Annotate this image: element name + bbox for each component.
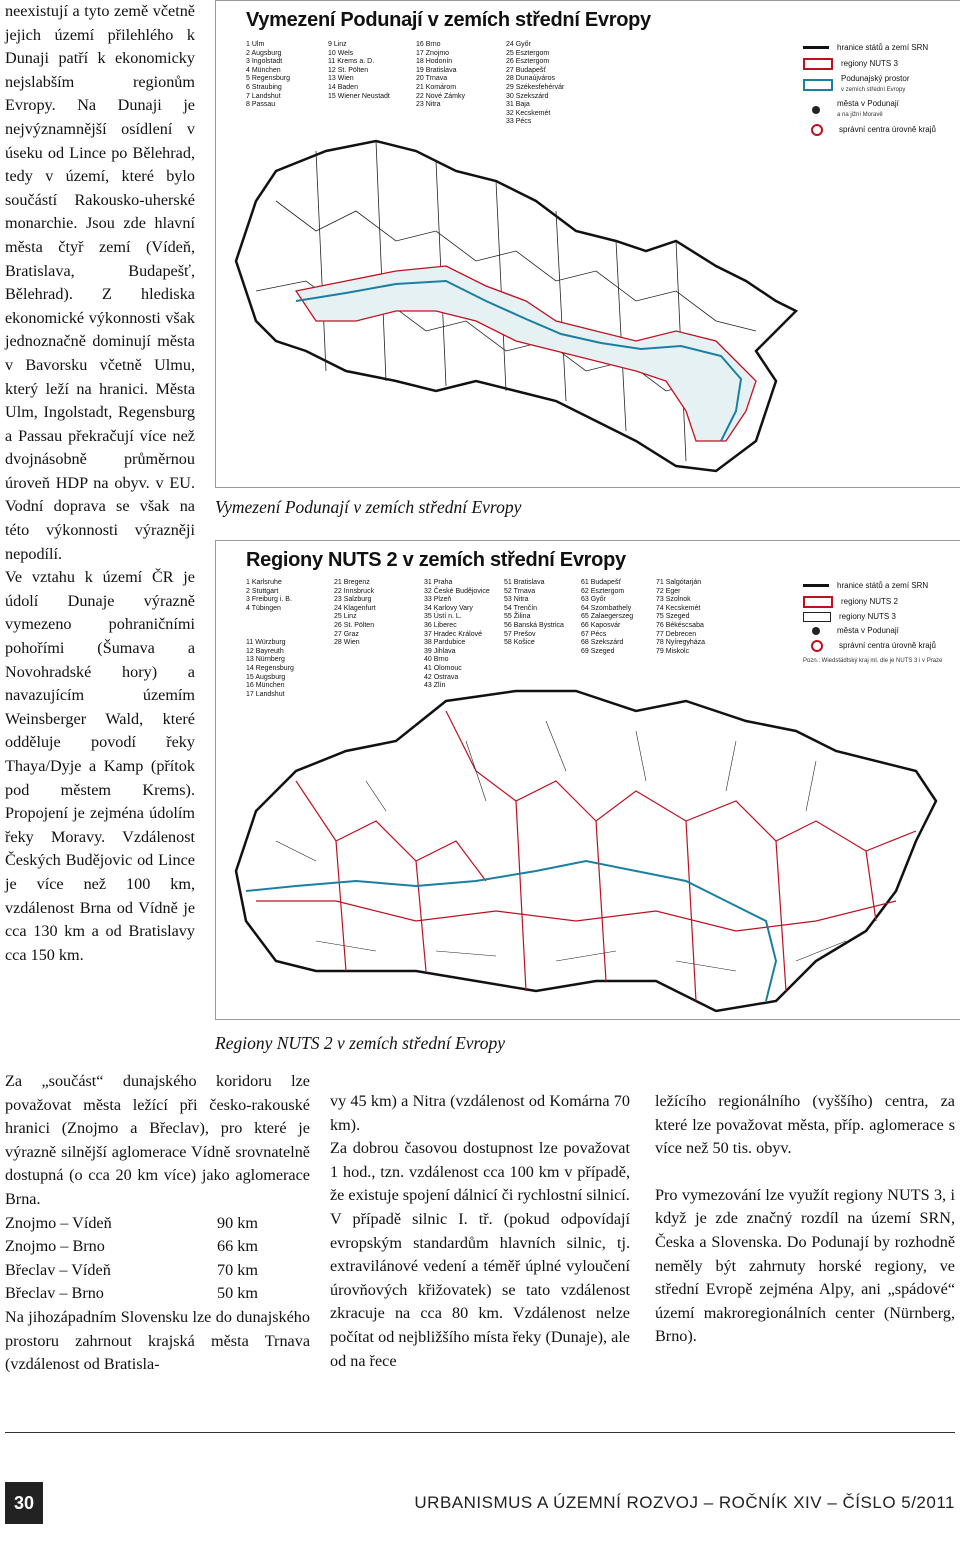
map2-legend: hranice států a zemí SRN regiony NUTS 2 regiony NUTS 3 města v Podunají správní centra úrovně krajů Pozn.: Wiedstädtský kraj ml. dle je NUTS 3 i v Praze [803,579,953,666]
map2-region-list-1: 1 Karlsruhe 2 Stuttgart 3 Freiburg i. B. 4 Tübingen 11 Würzburg 12 Bayreuth 13 Nürnberg 14 Regensburg 15 Augsburg 16 München 17 Landshut [246,579,294,698]
middle-column-text [330,1090,630,1373]
map2-title: Regiony NUTS 2 v zemích střední Evropy [246,549,626,571]
map1-city-list-1: 1 Ulm 2 Augsburg 3 Ingolstadt 4 München 5 Regensburg 6 Straubing 7 Landshut 8 Passau [246,41,290,109]
distance-row: Břeclav – Brno 50 km [5,1284,258,1303]
paragraph: Na jihozápadním Slovensku lze do dunajského prostoru zahrnout krajská města Trnava (vzdálenost od Bratisla- [5,1307,310,1374]
centre-swatch [811,640,823,652]
paragraph: Za „součást“ dunajského koridoru lze považovat města ležící při česko-rakouské hranici (Znojmo a Břeclav), pro které je výrazně silnější aglomerace Vídně srovnatelně dostupná (o cca 20 km více) jako aglomerace Brna. [5,1072,310,1208]
footer-divider [5,1432,955,1433]
map1-city-list-3: 16 Brno 17 Znojmo 18 Hodonín 19 Bratislava 20 Trnava 21 Komárom 22 Nové Zámky 23 Nitra [416,41,466,109]
left-bottom-column-text [5,1070,310,1377]
map2-region-list-5: 61 Budapešť 62 Esztergom 63 Győr 64 Szombathely 65 Zalaegerszeg 66 Kaposvár 67 Pécs 68 Szekszárd 69 Szeged [581,579,634,655]
page-number: 30 [5,1482,43,1524]
map1-city-list-4: 24 Győr 25 Esztergom 26 Esztergom 27 Budapešť 28 Dunaújváros 29 Székesfehérvár 30 Szekszárd 31 Baja 32 Kecskemét 33 Pécs [506,41,565,126]
city-swatch [812,106,820,114]
paragraph: vy 45 km) a Nitra (vzdálenost od Komárna 70 km). [330,1092,630,1134]
map2-caption: Regiony NUTS 2 v zemích střední Evropy [215,1033,505,1053]
paragraph: Pro vymezování lze využít regiony NUTS 3, i když je zde značný rozdíl na území SRN, Česka a Slovenska. Do Podunají by rozhodně neměly být zahrnuty horské regiony, ve střední Evropě zejména Alpy, ani „spádové“ území makroregionálních center (Nürnberg, Brno). [655,1185,955,1346]
map2-region-list-3: 31 Praha 32 České Budějovice 33 Plzeň 34 Karlovy Vary 35 Ústí n. L. 36 Liberec 37 Hradec Králové 38 Pardubice 39 Jihlava 40 Brno 41 Olomouc 42 Ostrava 43 Zlín [424,579,490,690]
paragraph: ležícího regionálního (vyššího) centra, za které lze považovat města, příp. aglomerace s více než 50 tis. obyv. [655,1092,955,1158]
journal-footer: URBANISMUS A ÚZEMNÍ ROZVOJ – ROČNÍK XIV – ČÍSLO 5/2011 [414,1493,955,1512]
map-nuts2-regions [215,540,960,1020]
paragraph: Za dobrou časovou dostupnost lze považovat 1 hod., tzn. vzdálenost cca 100 km v případě, že existuje spojení dálnicí či rychlostní silnicí. [330,1139,630,1205]
map1-caption: Vymezení Podunají v zemích střední Evropy [215,497,522,517]
map2-outline [236,691,936,1011]
border-swatch [803,584,829,587]
map2-region-list-4: 51 Bratislava 52 Trnava 53 Nitra 54 Trenčín 55 Žilina 56 Banská Bystrica 57 Prešov 58 Košice [504,579,564,647]
distance-table [5,1212,310,1306]
map1-legend: hranice států a zemí SRN regiony NUTS 3 Podunajský prostor v zemích střední Evropy města v Podunají a na jižní Moravě správní centra úrovně krajů [803,41,953,140]
map1-title: Vymezení Podunají v zemích střední Evropy [246,9,651,31]
map-danube-region [215,0,960,488]
map2-region-list-2: 21 Bregenz 22 Innsbruck 23 Salzburg 24 Klagenfurt 25 Linz 26 St. Pölten 27 Graz 28 Wien [334,579,376,647]
border-swatch [803,46,829,49]
paragraph: Ve vztahu k území ČR je údolí Dunaje výrazně vymezeno pohraničními pohořími (Šumava a Novohradské hory) a navazujícím územím Weinsberger Wald, které odděluje povodí řeky Thaya/Dyje a Kamp (přítok pod městem Krems). Propojení je zejména údolím řeky Moravy. Vzdálenost Českých Budějovic od Lince je více než 100 km, vzdálenost Brna od Vídně je cca 130 km a od Bratislavy cca 150 km. [5,568,195,964]
nuts2-swatch [803,596,833,608]
map2-region-list-6: 71 Salgótarján 72 Eger 73 Szolnok 74 Kecskemét 75 Szeged 76 Békéscsaba 77 Debrecen 78 Nyíregyháza 79 Miskolc [656,579,706,655]
distance-row: Znojmo – Brno 66 km [5,1237,258,1256]
right-column-text [655,1090,955,1349]
centre-swatch [811,124,823,136]
paragraph: V případě silnic I. tř. (pokud odpovídají evropským standardům hlavních silnic, tj. extravilánové vedení a téměř úplné vyloučení úrovňových křižovatek) se tato vzdálenost zkracuje na cca 80 km. Vzdálenost nelze počítat od nejbližšího místa řeky (Dunaje), ale od na řece [330,1209,630,1370]
nuts3-swatch [803,612,831,622]
distance-row: Břeclav – Vídeň 70 km [5,1260,258,1279]
map1-city-list-2: 9 Linz 10 Wels 11 Krems a. D. 12 St. Pölten 13 Wien 14 Baden 15 Wiener Neustadt [328,41,390,100]
left-column-text [5,0,195,967]
paragraph: neexistují a tyto země včetně jejich území přilehlého k Dunaji patří k ekonomicky nejslabším regionům Evropy. Na Dunaji je nejvýznamnější osídlení v úseku od Lince po Bělehrad, tedy v území, které bylo součástí Rakousko-uherské monarchie. Jsou zde hlavní města čtyř zemí (Vídeň, Bratislava, Budapešť, Bělehrad). Z hlediska ekonomické výkonnosti však jednoznačně dominují města v Bavorsku včetně Ulmu, který leží na hranici. Města Ulm, Ingolstadt, Regensburg a Passau překračují více než dvojnásobně průměrnou úroveň HDP na obyv. v EU. Vodní doprava se však na této výkonnosti výrazněji nepodílí. [5,2,195,563]
distance-row: Znojmo – Vídeň 90 km [5,1213,258,1232]
map2-note: Pozn.: Wiedstädtský kraj ml. dle je NUTS 3 i v Praze [803,658,943,664]
nuts3-swatch [803,58,833,70]
danube-swatch [803,79,833,91]
city-swatch [812,627,820,635]
